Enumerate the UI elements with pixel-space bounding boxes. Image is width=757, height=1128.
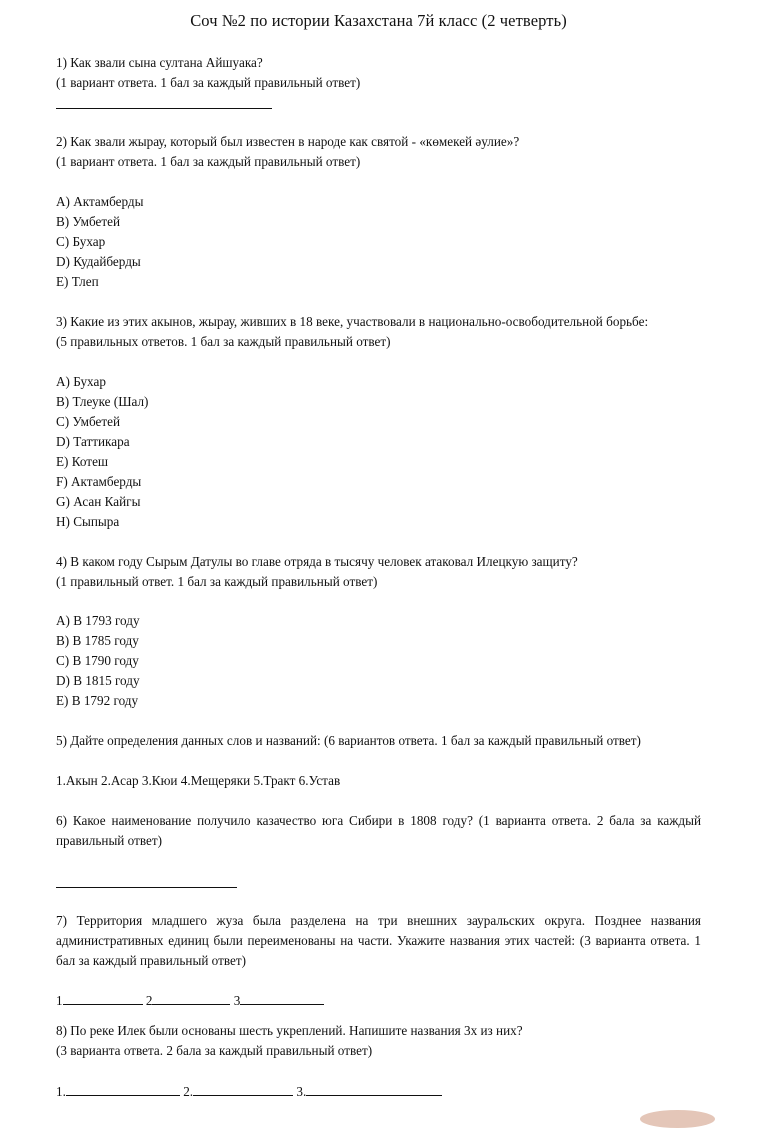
q8-blank-2[interactable]	[193, 1083, 293, 1096]
q7-blank-1[interactable]	[63, 992, 143, 1005]
q8-label-3: 3.	[296, 1084, 307, 1099]
q4-note: (1 правильный ответ. 1 бал за каждый правильный ответ)	[56, 574, 378, 589]
q8-blank-1[interactable]	[66, 1083, 180, 1096]
q2-option-b[interactable]: B) Умбетей	[56, 214, 121, 229]
q8-note: (3 варианта ответа. 2 бала за каждый правильный ответ)	[56, 1043, 373, 1058]
q1-note: (1 вариант ответа. 1 бал за каждый правильный ответ)	[56, 75, 361, 90]
q7-blank-2[interactable]	[152, 992, 230, 1005]
q3-option-a[interactable]: A) Бухар	[56, 374, 106, 389]
q6-answer-line[interactable]	[56, 887, 237, 888]
q8-question: 8) По реке Илек были основаны шесть укреплений. Напишите названия 3х из них?	[56, 1023, 523, 1038]
q4-option-b[interactable]: B) В 1785 году	[56, 633, 139, 648]
q4-question: 4) В каком году Сырым Датулы во главе отряда в тысячу человек атаковал Илецкую защиту?	[56, 554, 578, 569]
q3-option-b[interactable]: B) Тлеуке (Шал)	[56, 394, 149, 409]
q7-label-3: 3	[233, 993, 241, 1008]
q2-note: (1 вариант ответа. 1 бал за каждый правильный ответ)	[56, 154, 361, 169]
q7-label-2: 2	[145, 993, 153, 1008]
q3-option-c[interactable]: C) Умбетей	[56, 414, 121, 429]
q4-option-c[interactable]: C) В 1790 году	[56, 653, 139, 668]
q4-option-e[interactable]: E) В 1792 году	[56, 693, 139, 708]
q3-option-d[interactable]: D) Таттикара	[56, 434, 130, 449]
q2-option-a[interactable]: A) Актамберды	[56, 194, 144, 209]
q6-question: 6) Какое наименование получило казачество юга Сибири в 1808 году? (1 варианта ответа. 2 бала за каждый правильный ответ)	[56, 813, 701, 848]
q5-question: 5) Дайте определения данных слов и названий: (6 вариантов ответа. 1 бал за каждый правильный ответ)	[56, 733, 641, 748]
q2-question: 2) Как звали жырау, который был известен в народе как святой - «көмекей әулие»?	[56, 134, 520, 149]
q7-blank-3[interactable]	[240, 992, 324, 1005]
q8-label-1: 1.	[56, 1084, 66, 1099]
q7-label-1: 1	[56, 993, 63, 1008]
page-title: Соч №2 по истории Казахстана 7й класс (2 четверть)	[190, 11, 567, 30]
q3-option-h[interactable]: H) Сыпыра	[56, 514, 120, 529]
q1-answer-line[interactable]	[56, 108, 272, 109]
q3-option-g[interactable]: G) Асан Кайгы	[56, 494, 141, 509]
q7-question: 7) Территория младшего жуза была разделена на три внешних зауральских округа. Позднее названия административных единиц были переименованы на части. Укажите названия этих частей: (3 варианта ответа. 1 бал за каждый правильный ответ)	[56, 913, 701, 968]
q2-option-d[interactable]: D) Кудайберды	[56, 254, 141, 269]
q2-option-e[interactable]: E) Тлеп	[56, 274, 99, 289]
q3-question: 3) Какие из этих акынов, жырау, живших в 18 веке, участвовали в национально-освободительной борьбе:	[56, 314, 649, 329]
q4-option-d[interactable]: D) В 1815 году	[56, 673, 140, 688]
q2-option-c[interactable]: C) Бухар	[56, 234, 106, 249]
q8-blank-3[interactable]	[306, 1083, 442, 1096]
q8-label-2: 2.	[183, 1084, 194, 1099]
q5-terms: 1.Акын 2.Асар 3.Кюи 4.Мещеряки 5.Тракт 6.Устав	[56, 773, 341, 788]
q1-question: 1) Как звали сына султана Айшуака?	[56, 55, 263, 70]
q4-option-a[interactable]: A) В 1793 году	[56, 613, 140, 628]
q7-answer-row	[56, 992, 324, 1009]
corner-mark	[640, 1110, 715, 1128]
q3-option-f[interactable]: F) Актамберды	[56, 474, 142, 489]
q3-option-e[interactable]: E) Котеш	[56, 454, 109, 469]
q8-answer-row	[56, 1083, 442, 1100]
q3-note: (5 правильных ответов. 1 бал за каждый правильный ответ)	[56, 334, 391, 349]
